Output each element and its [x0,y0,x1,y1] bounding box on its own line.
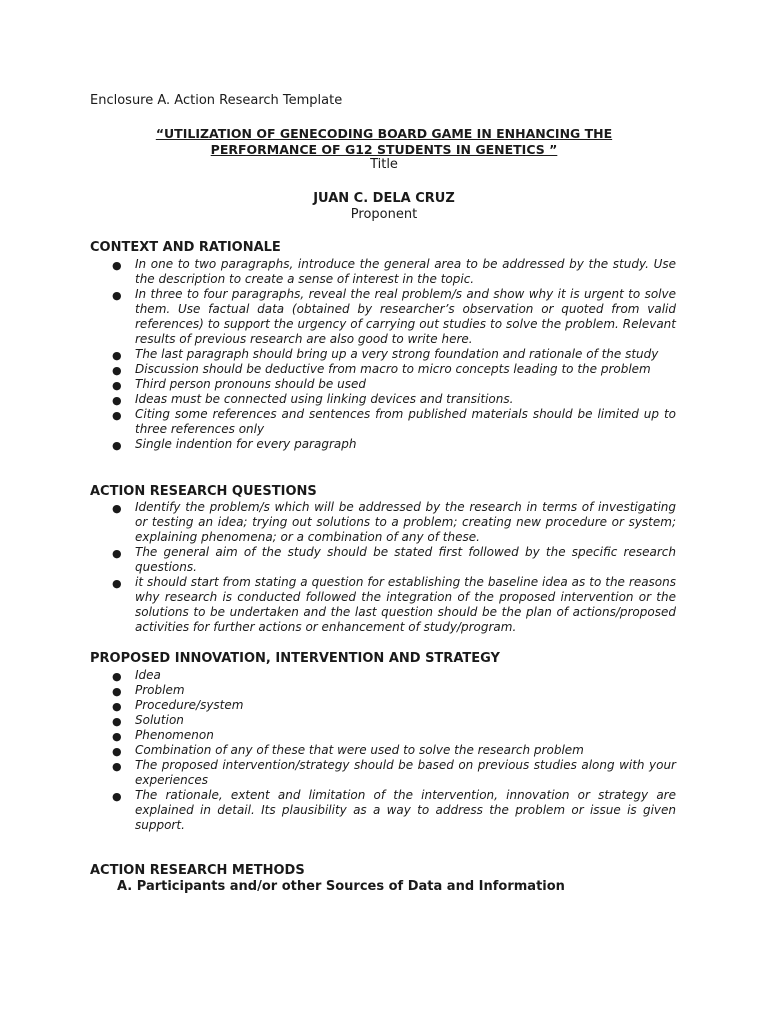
bullet-icon: ● [112,259,122,272]
list-item-text: The last paragraph should bring up a very strong foundation and rationale of the study [135,347,659,361]
bullet-icon: ● [112,547,122,560]
methods-heading: ACTION RESEARCH METHODS [90,863,305,878]
list-item-text: Idea [135,668,161,682]
title-line-1: “UTILIZATION OF GENECODING BOARD GAME IN ENHANCING THE [155,126,613,141]
methods-subheading: A. Participants and/or other Sources of Data and Information [117,879,565,894]
bullet-icon: ● [112,379,122,392]
list-item [112,683,676,698]
bullet-icon: ● [112,577,122,590]
title-line-2: PERFORMANCE OF G12 STUDENTS IN GENETICS ” [210,142,558,157]
list-item [112,575,676,635]
innovation-heading: PROPOSED INNOVATION, INTERVENTION AND STRATEGY [90,651,500,666]
bullet-icon: ● [112,289,122,302]
list-item [112,788,676,833]
list-item-text: it should start from stating a question for establishing the baseline idea as to the reasons why research is conducted followed the integration of the proposed intervention or the solutions to be undertaken and the last question should be the plan of actions/proposed activities for further actions or enhancement of study/program. [135,575,676,634]
bullet-icon: ● [112,394,122,407]
list-item-text: Problem [135,683,185,697]
list-item-text: The rationale, extent and limitation of the intervention, innovation or strategy are explained in detail. Its plausibility as a way to address the problem or issue is given support. [135,788,676,832]
list-item-text: The proposed intervention/strategy should be based on previous studies along with your experiences [135,758,676,787]
list-item-text: Single indention for every paragraph [135,437,357,451]
bullet-icon: ● [112,790,122,803]
list-item [112,377,676,392]
bullet-icon: ● [112,700,122,713]
enclosure-label: Enclosure A. Action Research Template [90,93,343,108]
innovation-list [112,668,676,833]
list-item-text: In three to four paragraphs, reveal the real problem/s and show why it is urgent to solve them. Use factual data (obtained by researcher’s observation or quoted from valid references) to support the urgency of carrying out studies to solve the problem. Relevant results of previous research are also good to write here. [135,287,676,346]
list-item-text: Identify the problem/s which will be addressed by the research in terms of investigating or testing an idea; trying out solutions to a problem; creating new procedure or system; explaining phenomena; or a combination of any of these. [135,500,676,544]
list-item [112,743,676,758]
bullet-icon: ● [112,745,122,758]
list-item [112,437,676,452]
list-item [112,728,676,743]
list-item-text: Combination of any of these that were used to solve the research problem [135,743,584,757]
bullet-icon: ● [112,364,122,377]
list-item [112,758,676,788]
proponent-name: JUAN C. DELA CRUZ [313,191,455,206]
bullet-icon: ● [112,760,122,773]
bullet-icon: ● [112,670,122,683]
bullet-icon: ● [112,502,122,515]
title-caption: Title [370,157,398,172]
bullet-icon: ● [112,349,122,362]
list-item [112,392,676,407]
list-item [112,407,676,437]
bullet-icon: ● [112,715,122,728]
list-item [112,287,676,347]
list-item [112,668,676,683]
list-item [112,362,676,377]
list-item [112,545,676,575]
list-item-text: Discussion should be deductive from macro to micro concepts leading to the problem [135,362,651,376]
list-item [112,698,676,713]
context-list [112,257,676,452]
list-item-text: Third person pronouns should be used [135,377,366,391]
list-item [112,713,676,728]
research-title [90,126,678,158]
list-item-text: Procedure/system [135,698,244,712]
bullet-icon: ● [112,730,122,743]
context-heading: CONTEXT AND RATIONALE [90,240,281,255]
list-item-text: Citing some references and sentences from published materials should be limited up to three references only [135,407,676,436]
proponent-caption: Proponent [350,207,418,222]
list-item-text: Solution [135,713,184,727]
questions-list [112,500,676,635]
bullet-icon: ● [112,685,122,698]
bullet-icon: ● [112,409,122,422]
list-item [112,500,676,545]
list-item-text: Phenomenon [135,728,214,742]
list-item-text: In one to two paragraphs, introduce the general area to be addressed by the study. Use the description to create a sense of interest in the topic. [135,257,676,286]
list-item-text: Ideas must be connected using linking devices and transitions. [135,392,514,406]
questions-heading: ACTION RESEARCH QUESTIONS [90,484,317,499]
list-item [112,347,676,362]
list-item [112,257,676,287]
bullet-icon: ● [112,439,122,452]
list-item-text: The general aim of the study should be stated first followed by the specific research questions. [135,545,676,574]
